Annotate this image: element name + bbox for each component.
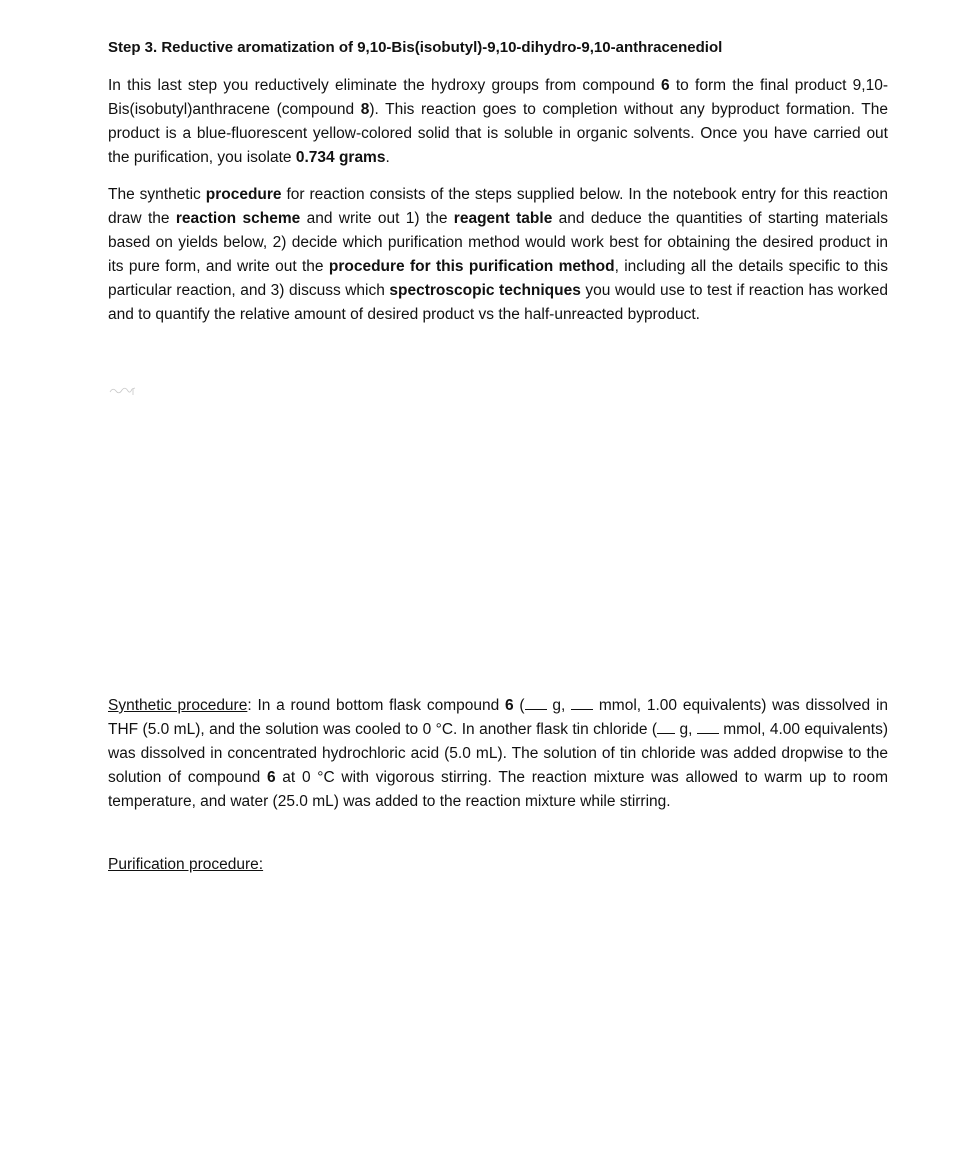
- instructions-text: The synthetic: [108, 186, 206, 203]
- purification-procedure-label: Purification procedure:: [108, 856, 264, 873]
- instructions-text: for reaction consists of the steps supplied below. In the notebook entry for this reaction draw the: [108, 186, 889, 227]
- compound-6-ref: 6: [266, 769, 276, 786]
- isolated-mass: 0.734 grams: [295, 149, 386, 166]
- mass-blank-compound-6[interactable]: [525, 695, 547, 710]
- compound-8-ref: 8: [360, 101, 370, 118]
- synthetic-procedure-label: Synthetic procedure: [108, 697, 248, 714]
- procedure-text: at 0 °C with vigorous stirring. The reaction mixture was allowed to warm up to room temperature, and water (25.0 mL) was added to the reaction mixture while stirring.: [108, 769, 888, 810]
- intro-text: In this last step you reductively eliminate the hydroxy groups from compound: [108, 77, 662, 94]
- procedure-text: : In a round bottom flask compound: [247, 697, 505, 714]
- instructions-text: you would use to test if reaction has worked and to quantify the relative amount of desired product vs the half-unreacted byproduct.: [108, 282, 888, 323]
- intro-text: ). This reaction goes to completion without any byproduct formation. The product is a blue-fluorescent yellow-colored solid that is soluble in organic solvents. Once you have carried out the purification, you isolate: [108, 101, 888, 166]
- intro-paragraph: [108, 74, 888, 170]
- instructions-bold: procedure for this purification method: [328, 258, 615, 275]
- instructions-text: and write out 1) the: [300, 210, 454, 227]
- instructions-text: and deduce the quantities of starting materials based on yields below, 2) decide which purification method would work best for obtaining the desired product in its pure form, and write out the: [108, 210, 888, 275]
- mmol-blank-compound-6[interactable]: [571, 695, 593, 710]
- instructions-bold: reaction scheme: [175, 210, 301, 227]
- instructions-bold: procedure: [205, 186, 282, 203]
- compound-6-ref: 6: [661, 77, 670, 94]
- procedure-text: mmol, 4.00 equivalents) was dissolved in concentrated hydrochloric acid (5.0 mL). The solution of tin chloride was added dropwise to the solution of compound: [108, 721, 888, 786]
- intro-text: to form the final product 9,10-Bis(isobutyl)anthracene (compound: [108, 77, 888, 118]
- instructions-bold: reagent table: [453, 210, 553, 227]
- instructions-paragraph: [108, 183, 888, 327]
- compound-6-ref: 6: [505, 697, 514, 714]
- instructions-bold: spectroscopic techniques: [389, 282, 581, 299]
- reaction-scheme-area: [108, 410, 888, 680]
- procedure-text: mmol, 1.00 equivalents) was dissolved in THF (5.0 mL), and the solution was cooled to 0 °C. In another flask tin chloride (: [108, 697, 889, 738]
- procedure-text: g,: [546, 697, 572, 714]
- instructions-text: , including all the details specific to this particular reaction, and 3) discuss which: [108, 258, 888, 299]
- intro-text: .: [385, 149, 390, 166]
- mass-blank-tin-chloride[interactable]: [657, 719, 675, 734]
- procedure-text: (: [513, 697, 525, 714]
- mmol-blank-tin-chloride[interactable]: [697, 719, 719, 734]
- pen-scribble-mark: [108, 383, 138, 397]
- procedure-text: g,: [675, 721, 697, 738]
- step-heading: Step 3. Reductive aromatization of 9,10-Bis(isobutyl)-9,10-dihydro-9,10-anthracenediol: [108, 39, 723, 56]
- synthetic-procedure-paragraph: [108, 694, 888, 814]
